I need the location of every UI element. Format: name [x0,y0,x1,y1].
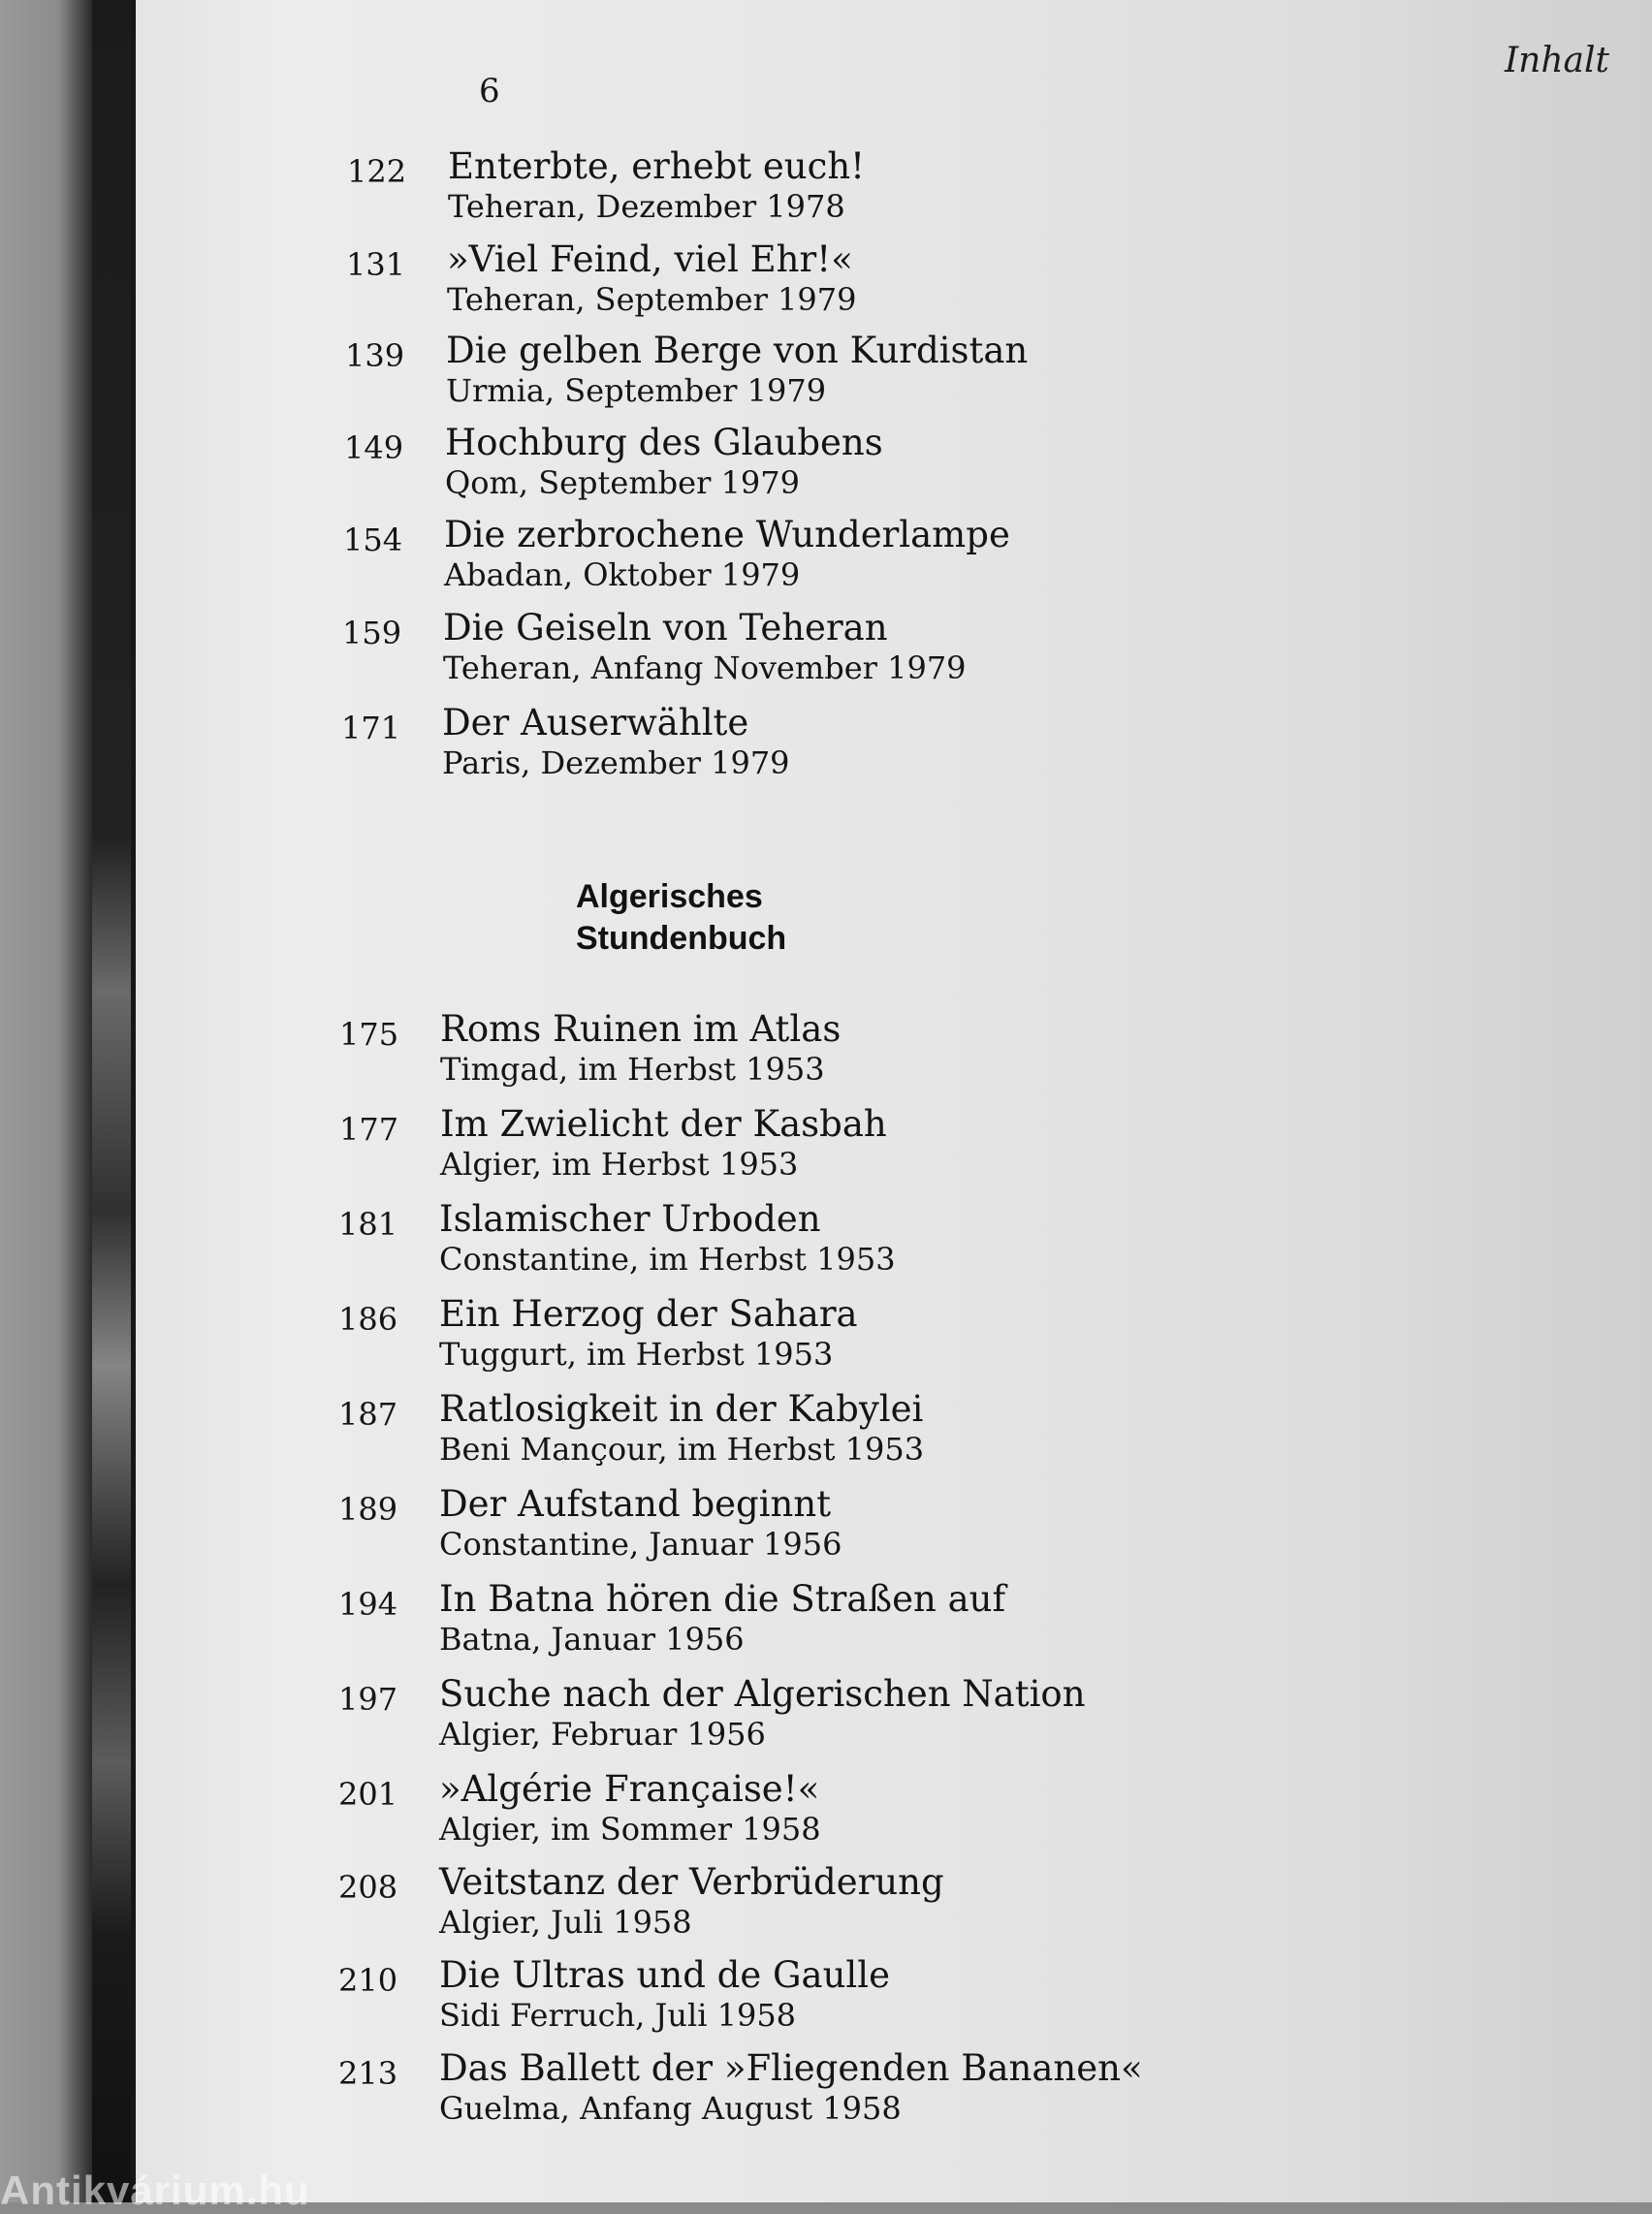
toc-title: Roms Ruinen im Atlas [440,1008,842,1050]
toc-page-number: 208 [338,1869,398,1906]
toc-title: Die gelben Berge von Kurdistan [446,330,1029,371]
toc-place-date: Constantine, im Herbst 1953 [439,1241,896,1278]
section-heading-line: Algerisches [576,878,763,915]
toc-page-number: 210 [338,1962,398,1999]
page-number: 6 [479,72,500,111]
toc-place-date: Beni Mançour, im Herbst 1953 [439,1431,925,1468]
toc-place-date: Algier, Februar 1956 [439,1716,766,1753]
toc-page-number: 201 [338,1776,398,1813]
toc-title: Die Ultras und de Gaulle [439,1954,890,1996]
toc-page-number: 177 [339,1111,399,1148]
toc-title: Die zerbrochene Wunderlampe [444,514,1010,555]
toc-page-number: 194 [338,1586,398,1623]
toc-place-date: Algier, Juli 1958 [439,1904,692,1941]
toc-title: Ein Herzog der Sahara [439,1293,858,1335]
toc-page-number: 149 [344,429,404,466]
toc-page-number: 213 [338,2055,398,2092]
toc-place-date: Sidi Ferruch, Juli 1958 [439,1997,797,2034]
toc-page-number: 175 [339,1016,399,1053]
toc-place-date: Constantine, Januar 1956 [439,1526,842,1563]
toc-page-number: 171 [341,710,401,746]
toc-page-number: 186 [338,1301,398,1338]
toc-title: Islamischer Urboden [439,1198,821,1240]
toc-place-date: Tuggurt, im Herbst 1953 [439,1336,834,1373]
toc-page-number: 197 [338,1681,398,1718]
toc-page-number: 139 [345,337,405,374]
toc-title: Ratlosigkeit in der Kabylei [439,1388,924,1430]
toc-place-date: Algier, im Herbst 1953 [440,1146,799,1183]
toc-title: Suche nach der Algerischen Nation [439,1673,1086,1715]
toc-place-date: Teheran, Anfang November 1979 [443,649,967,686]
toc-page-number: 189 [338,1491,398,1528]
toc-title: »Viel Feind, viel Ehr!« [447,238,853,280]
toc-page-number: 187 [338,1396,398,1433]
toc-place-date: Guelma, Anfang August 1958 [439,2090,902,2127]
toc-title: Enterbte, erhebt euch! [448,145,866,187]
toc-place-date: Algier, im Sommer 1958 [439,1811,821,1848]
toc-place-date: Qom, September 1979 [445,464,800,501]
toc-title: In Batna hören die Straßen auf [439,1578,1006,1620]
section-heading-line: Stundenbuch [576,920,787,957]
toc-place-date: Urmia, September 1979 [446,372,827,409]
toc-page-number: 122 [347,153,407,190]
toc-place-date: Timgad, im Herbst 1953 [440,1051,825,1088]
toc-page-number: 154 [343,522,403,558]
toc-title: Der Aufstand beginnt [439,1483,832,1525]
toc-page-number: 181 [338,1206,398,1243]
toc-place-date: Batna, Januar 1956 [439,1621,745,1658]
toc-place-date: Abadan, Oktober 1979 [444,556,801,593]
book-page [136,0,1652,2202]
book-edge-strip [92,0,131,2202]
toc-title: Im Zwielicht der Kasbah [440,1103,887,1145]
toc-title: Die Geiseln von Teheran [443,607,888,648]
watermark: Antikvárium.hu [0,2167,310,2213]
toc-place-date: Teheran, Dezember 1978 [448,188,845,225]
section-heading [576,876,867,960]
running-head: Inhalt [1504,41,1609,80]
toc-title: Das Ballett der »Fliegenden Bananen« [439,2047,1143,2089]
toc-page-number: 131 [346,246,406,283]
toc-title: Der Auserwählte [442,702,749,743]
toc-title: »Algérie Française!« [439,1768,820,1810]
toc-place-date: Paris, Dezember 1979 [442,744,790,781]
toc-title: Hochburg des Glaubens [445,422,883,463]
toc-place-date: Teheran, September 1979 [447,281,857,318]
toc-page-number: 159 [342,615,402,651]
toc-title: Veitstanz der Verbrüderung [439,1861,944,1903]
